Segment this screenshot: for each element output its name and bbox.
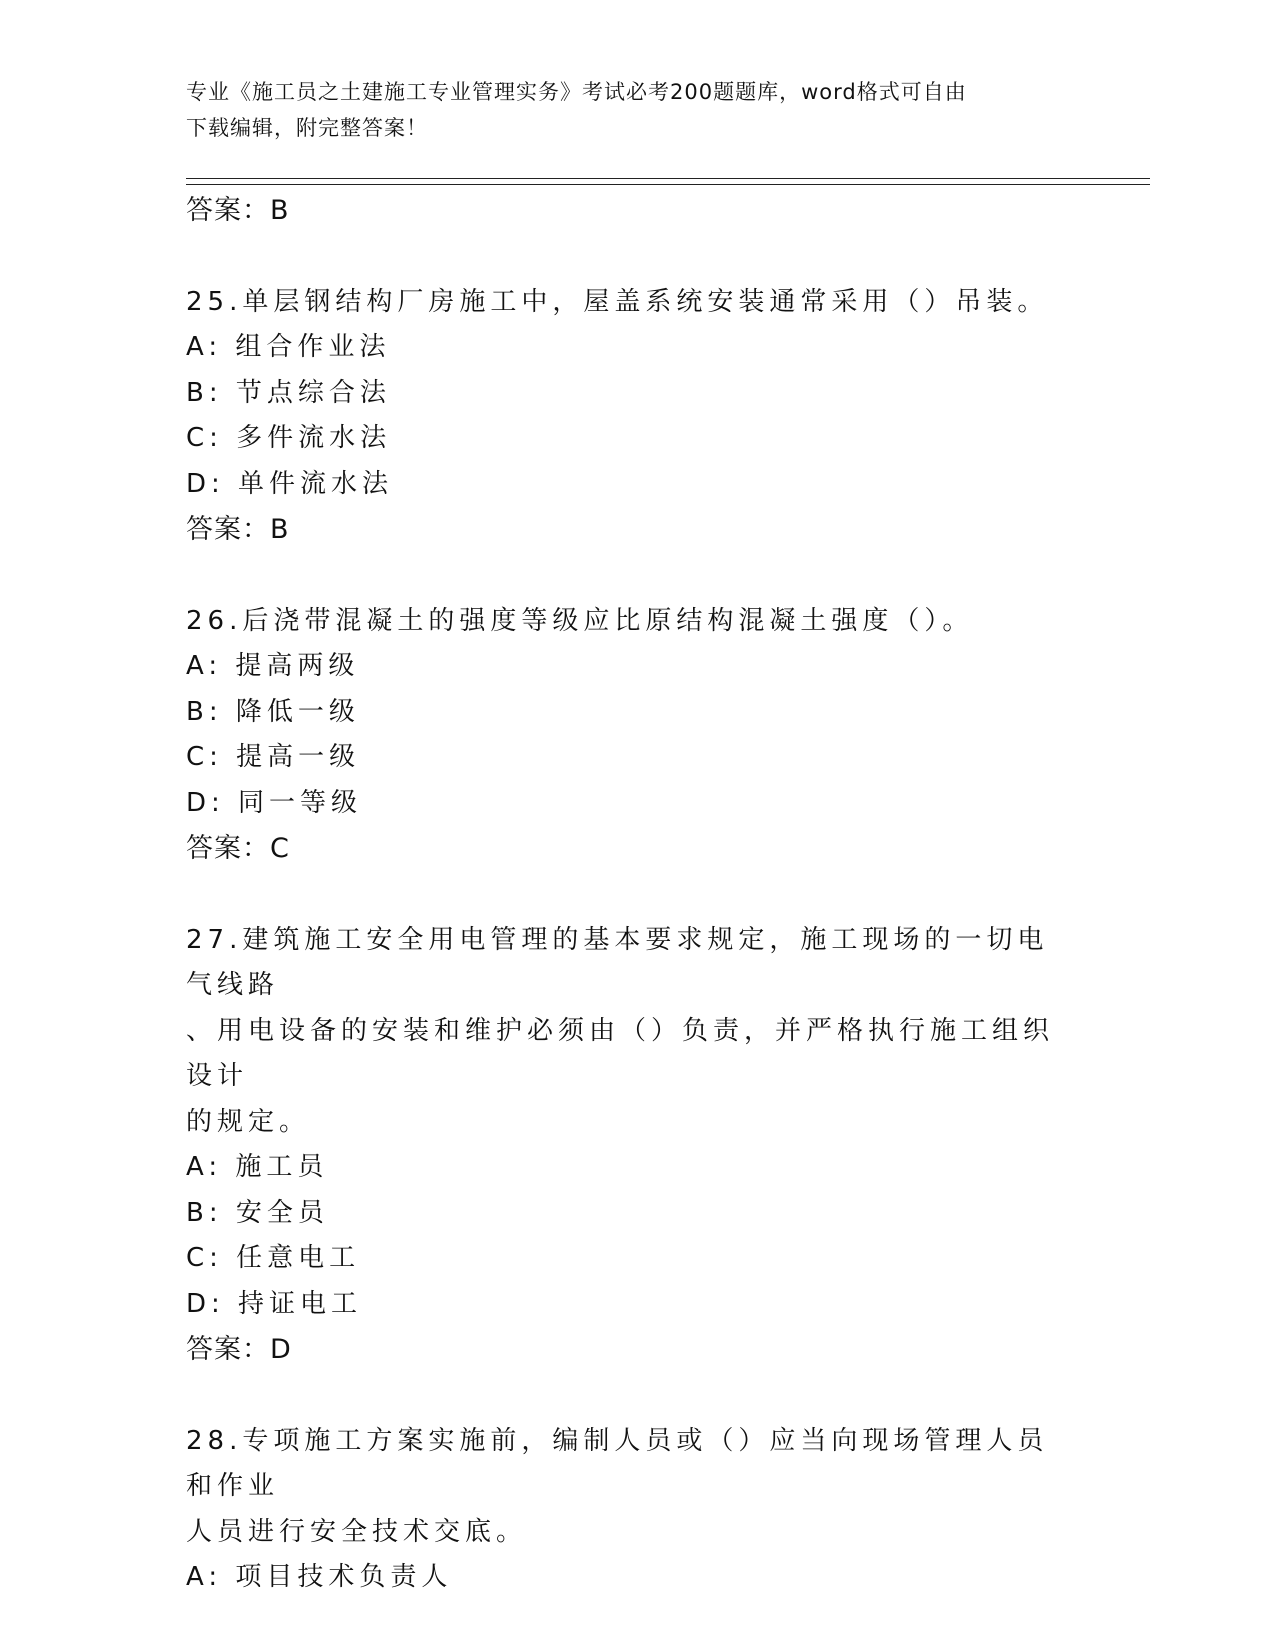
answer: 答案：C — [186, 833, 290, 864]
option-d: D: 同一等级 — [186, 787, 363, 818]
option-a: A: 组合作业法 — [186, 332, 391, 362]
spacer — [186, 553, 1086, 599]
option-a: A: 项目技术负责人 — [186, 1562, 453, 1592]
option-c: C: 任意电工 — [186, 1243, 361, 1273]
question-text-line-2: 人员进行安全技术交底。 — [186, 1516, 528, 1547]
question-25 — [186, 280, 1086, 553]
question-27 — [186, 918, 1086, 1373]
spacer — [186, 1373, 1086, 1419]
question-26 — [186, 599, 1086, 872]
question-text-line-3: 的规定。 — [186, 1106, 311, 1137]
option-d: D: 单件流水法 — [186, 468, 394, 499]
answer: 答案：B — [186, 514, 290, 545]
spacer — [186, 872, 1086, 918]
answer-previous: 答案：B — [186, 195, 290, 226]
spacer — [186, 234, 1086, 280]
header-divider-top — [186, 178, 1150, 179]
question-list — [186, 188, 1086, 1601]
question-text: 26.后浇带混凝土的强度等级应比原结构混凝土强度（）。 — [186, 605, 974, 636]
option-b: B: 安全员 — [186, 1197, 329, 1228]
question-28 — [186, 1419, 1086, 1601]
document-header — [186, 74, 1066, 146]
header-line-2: 下载编辑，附完整答案！ — [186, 116, 428, 140]
option-b: B: 节点综合法 — [186, 377, 391, 408]
question-text-line-1: 28.专项施工方案实施前，编制人员或（）应当向现场管理人员和作业 — [186, 1425, 1049, 1501]
option-c: C: 多件流水法 — [186, 423, 392, 453]
answer: 答案：D — [186, 1334, 292, 1365]
option-b: B: 降低一级 — [186, 696, 360, 727]
header-line-1: 专业《施工员之土建施工专业管理实务》考试必考200题题库，word格式可自由 — [186, 80, 967, 104]
question-text-line-2: 、用电设备的安装和维护必须由（）负责，并严格执行施工组织设计 — [186, 1015, 1055, 1091]
option-c: C: 提高一级 — [186, 742, 361, 772]
option-d: D: 持证电工 — [186, 1288, 363, 1319]
option-a: A: 提高两级 — [186, 651, 360, 681]
option-a: A: 施工员 — [186, 1152, 329, 1182]
question-text: 25.单层钢结构厂房施工中，屋盖系统安装通常采用（）吊装。 — [186, 286, 1049, 317]
question-text-line-1: 27.建筑施工安全用电管理的基本要求规定，施工现场的一切电气线路 — [186, 924, 1049, 1000]
header-divider-bottom — [186, 184, 1150, 185]
